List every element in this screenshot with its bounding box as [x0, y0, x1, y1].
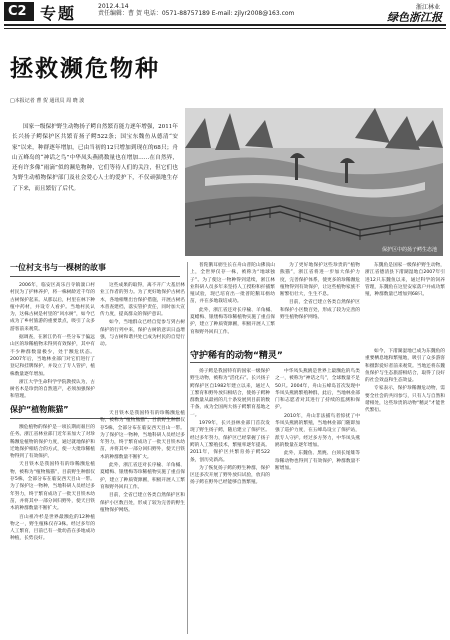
- byline: □本报记者 曹 贺 通讯员 周 晓 波: [10, 98, 85, 104]
- paragraph: 扬子鳄是我国特有的国家一级保护野生动物，被称为“活化石”。长兴扬子鳄保护区自1982年建立以来，通过人工繁育和野外放归相结合，使扬子鳄种群数量从最初的几十条发展到目前的数千条，成为全国两大扬子鳄繁育基地之一。: [190, 369, 270, 418]
- paragraph: 中华凤头燕鸥是世界上最濒危的鸟类之一，被称为“神话之鸟”，全球数量不足50只。2004年，舟山五峰岛首次发现中华凤头燕鸥繁殖种群，此后，当地林业部门和志愿者对其进行了持续的监测和保护。: [275, 369, 360, 411]
- paragraph: 此外，东魏鱼、黑麂、白颈长尾雉等珍稀动物也得到了有效保护，种群数量不断增加。: [275, 451, 360, 471]
- lead-paragraph: 国家一级保护野生动物扬子鳄自然繁育能力逐年增强，2011年长兴扬子鳄保护区共繁育扬子鳄522条；国宝东魏鱼从德清“安家”以来，种群逐年增加，已由当初的12只增加到现在的68只；舟山五峰岛的“神话之鸟”中华凤头燕鸥数量也在增加……在自然界，还有许多像“雨滴”似的濒危物种，它们等待人们的关注，但它们也为野生动植物保护部门及社会爱心人士的爱护下，不仅顽强地生存了下来，而且繁衍了后代。: [12, 124, 178, 192]
- paragraph: 普陀鹅耳枥生长在舟山普陀山佛顶山上，全世界仅存一株，被称为“地球独子”。为了使这一物种得到延续，浙江林业科研人员多年来坚持人工授粉和扦插繁殖试验，现已培育出一批普陀鹅耳枥幼苗，并在多地栽培成功。: [190, 263, 275, 305]
- paragraph: 2006年，临安区高乐百寺镇湍口村村民为了护林养护，将一株树龄近千年的古树保护起来。从那以后，村里在林下种植中药材，并设专人看护。当地村民认为，这株古树是村里的“风水树”，如今已成为了乡村旅游的重要景点，吸引了众多游客前来观赏。: [10, 283, 95, 332]
- page-header: [0, 0, 450, 24]
- subhead-rule: [190, 362, 360, 363]
- paragraph: 为了更好地保护这些珍贵的“植物熊猫”，浙江省将进一步加大保护力度，完善保护体系，使更多的珍稀濒危植物得到有效保护，让这些植物家族不断繁衍壮大，生生不息。: [280, 263, 360, 298]
- paragraph: 此外，浙江省还对长序榆、羊角槭、夏蜡梅、银缕梅等珍稀植物实施了重点保护，建立了种质资源圃，积极开展人工繁育和野外回归工作。: [190, 307, 275, 335]
- wetland-photo: [185, 108, 443, 256]
- text-column-animals-1: [190, 368, 270, 634]
- text-column-3: [190, 262, 275, 342]
- text-column-2-lower: [100, 410, 185, 634]
- newspaper-masthead: 绿色浙江报: [387, 11, 442, 24]
- editor-contact: 责任编辑：曹 贺 电话：0571-88757189 E-mail: zjlyr2008@163.com: [98, 10, 295, 17]
- paragraph: 天目铁木是我国特有的珍稀濒危植物，被称为“植物熊猫”，目前野生种群仅存5株，全部分布在临安西天目山一带。为了保护这一物种，当地科研人员经过多年努力，终于繁育成功了一批天目铁木幼苗，并将其中一部分回归野外，使天目铁木的种群数量不断扩大。: [100, 411, 185, 460]
- section-title: 专题: [40, 4, 77, 23]
- text-column-2: [100, 282, 185, 394]
- province-label: 浙江林业: [415, 4, 440, 11]
- paragraph: 浙江大学生命科学学院教授认为，古树名木是珍贵的自然遗产，必须加强保护和管理。: [10, 379, 95, 400]
- page-code: C2: [4, 2, 34, 21]
- subhead-rule: [10, 276, 180, 277]
- paragraph: 百山祖冷杉是世界最濒危的12种植物之一，野生植株仅存3株。经过多年的人工繁育，目前已有一批幼苗在多地成功种植，长势良好。: [10, 514, 95, 542]
- paragraph: 天目铁木是我国特有的珍稀濒危植物，被称为“植物熊猫”，目前野生种群仅存5株，全部分布在临安西天目山一带。为了保护这一物种，当地科研人员经过多年努力，终于繁育成功了一批天目铁木幼苗，并将其中一部分回归野外，使天目铁木的种群数量不断扩大。: [10, 462, 95, 512]
- text-column-4: [280, 262, 360, 342]
- paragraph: 如今，下渚湖湿地已成为东魏鱼的重要栖息地和繁殖地，吸引了众多游客和摄影爱好者前来观赏。当地还将东魏鱼保护与生态旅游相结合，取得了良好的社会效益和生态效益。: [365, 349, 445, 384]
- paragraph: 1979年，长兴县林业部门首次发现了野生扬子鳄，随后建立了保护区。经过多年努力，保护区已经掌握了扬子鳄的人工繁殖技术，繁殖率逐年提高。2011年，保护区共繁育扬子鳄522条，创历史新高。: [190, 421, 270, 463]
- subheading-plant-panda: 保护“植物熊猫”: [10, 405, 69, 414]
- text-column-animals-2: [275, 368, 360, 634]
- text-column-animals-3: [365, 348, 445, 634]
- article-title: 拯救濒危物种: [10, 55, 160, 82]
- column-divider: [187, 262, 188, 634]
- subheading-animal-spirits: 守护稀有的动物“精灵”: [190, 351, 283, 361]
- paragraph: 目前，全省已建立各类自然保护区和保护小区数百处，形成了较为完善的野生植物保护网络。: [100, 493, 185, 513]
- paragraph: 据调查，在浙江仍有一些分布于偏远山区的珍稀植物未得到有效保护，其中有不少种群数量极少，处于濒危状态。2007年后，当地林业部门对它们进行了登记和挂牌保护，并设立了专人管护，植株数量逐年增加。: [10, 335, 95, 377]
- paragraph: 2010年，舟山非法捕鸟者惊扰了中华凤头燕鸥的繁殖，当地林业部门随即加强了巡护力度，在五峰岛设立了保护站，派专人守护。经过多方努力，中华凤头燕鸥的数量在逐年增加。: [275, 413, 360, 448]
- paragraph: 濒危植物的保护是一项长期而艰巨的任务。浙江省林业部门近年来加大了对珍稀濒危植物的保护力度，通过就地保护和迁地保护相结合的方式，使一大批珍稀植物得到了有效保护。: [10, 425, 95, 460]
- paragraph: 此外，浙江省还对长序榆、羊角槭、夏蜡梅、银缕梅等珍稀植物实施了重点保护，建立了种质资源圃，积极开展人工繁育和野外回归工作。: [100, 463, 185, 490]
- text-column-1: [10, 282, 95, 400]
- paragraph: 这些成果的取得，离不开广大基层林业工作者的努力。为了更好地保护古树名木，各地相继出台保护措施，开展古树名木普查建档，落实管护责任，同时加大宣传力度，提高群众的保护意识。: [100, 283, 185, 318]
- issue-date: 2012.4.14: [98, 3, 129, 10]
- text-column-1-lower: [10, 424, 95, 634]
- text-column-5: [365, 262, 445, 342]
- paragraph: 为了恢复扬子鳄的野生种群，保护区还多次开展了野外放归试验，放归的扬子鳄在野外已经能够自然繁殖。: [190, 465, 270, 486]
- header-rule: [4, 24, 446, 26]
- paragraph: 如今，当地群众已经自觉参与到古树保护的行列中来，保护古树的意识日益增强，与古树和谐共处已成为村民的自觉行动。: [100, 320, 185, 348]
- paragraph: 东魏鱼是国家一级保护野生动物，浙江省德清县下渚湖湿地自2007年引进12只东魏鱼以来，通过科学的饲养管理，东魏鱼在这里安家落户并成功繁殖，种群数量已增加到68只。: [365, 263, 445, 298]
- paragraph: 专家表示，保护珍稀濒危动物，需要全社会的共同参与，只有人与自然和谐相处，这些珍贵的动物“精灵”才能世代繁衍。: [365, 386, 445, 414]
- paragraph: 目前，全省已建立各类自然保护区和保护小区数百处，形成了较为完善的野生植物保护网络。: [280, 300, 360, 321]
- photo-caption: 保护区中的扬子鳄生态池: [381, 247, 437, 253]
- subheading-tree-story: 一位村支书与一棵树的故事: [10, 263, 106, 272]
- photo-illustration: [185, 108, 443, 256]
- header-rule-thin: [4, 28, 446, 29]
- header-meta: [98, 3, 294, 17]
